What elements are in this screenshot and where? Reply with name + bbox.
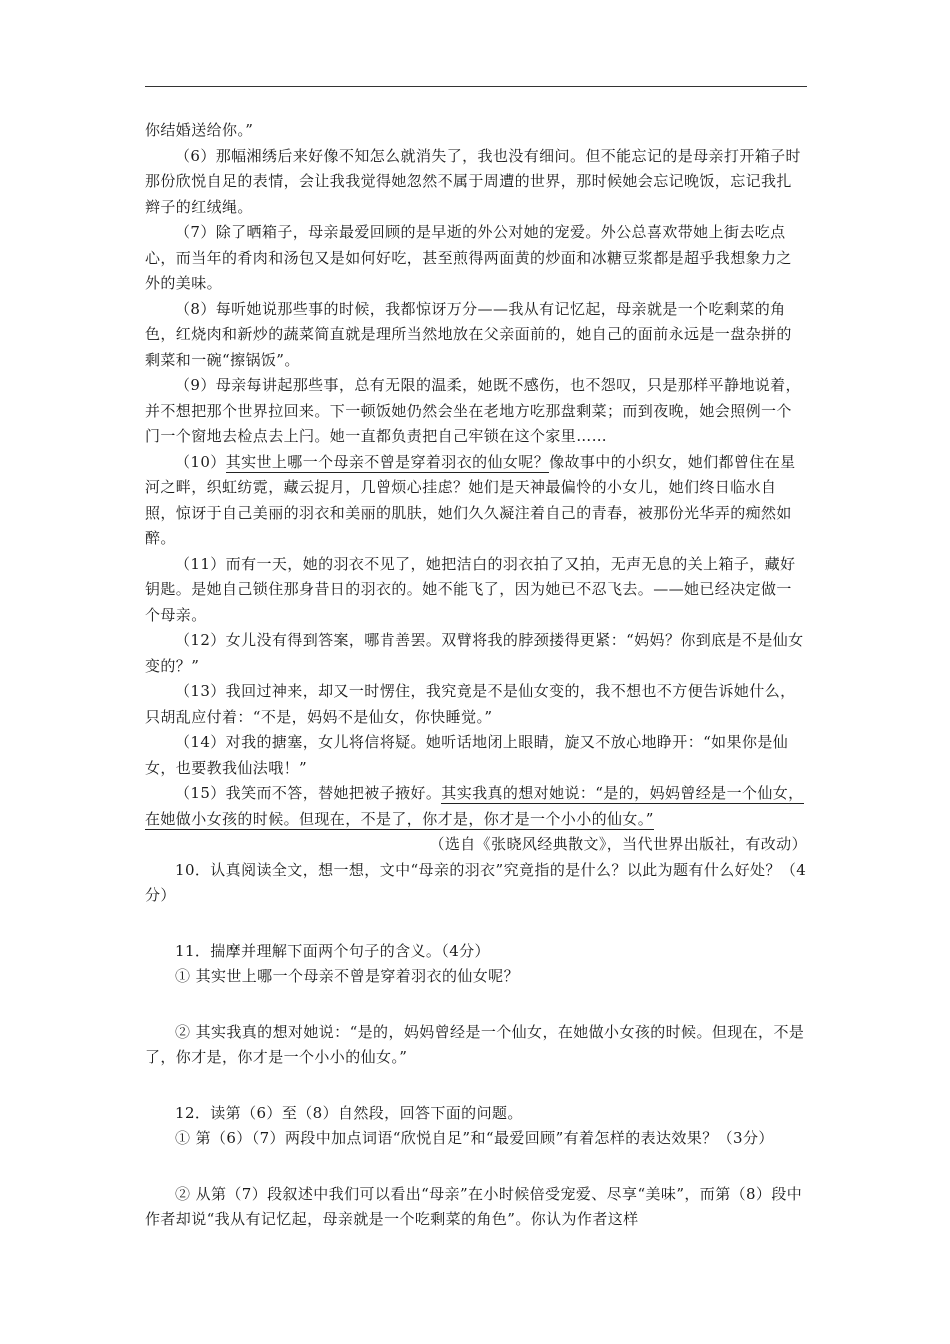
question-12-item-2: ② 从第（7）段叙述中我们可以看出“母亲”在小时候倍受宠爱、尽享“美味”，而第（8）段中作者却说“我从有记忆起，母亲就是一个吃剩菜的角色”。你认为作者这样 [145, 1184, 803, 1228]
question-11-item-1: ① 其实世上哪一个母亲不曾是穿着羽衣的仙女呢？ [175, 967, 519, 985]
paragraph-15 [145, 781, 807, 832]
question-11-item-2: ② 其实我真的想对她说：“是的，妈妈曾经是一个仙女，在她做小女孩的时候。但现在，不是了，你才是，你才是一个小小的仙女。” [145, 1022, 805, 1066]
paragraph-8: （8）每听她说那些事的时候，我都惊讶万分——我从有记忆起，母亲就是一个吃剩菜的角色，红烧肉和新炒的蔬菜简直就是理所当然地放在父亲面前的，她自己的面前永远是一盘杂拼的剩菜和一碗“擦锅饭”。 [145, 299, 792, 369]
paragraph-9: （9）母亲每讲起那些事，总有无限的温柔，她既不感伤，也不怨叹，只是那样平静地说着，并不想把那个世界拉回来。下一顿饭她仍然会坐在老地方吃那盘剩菜；而到夜晚，她会照例一个门一个窗地去检点去上闩。她一直都负责把自己牢锁在这个家里…… [145, 376, 801, 445]
paragraph-10-rest: 像故事中的小织女，她们都曾住在星河之畔，织虹纺霓，藏云捉月，几曾烦心挂虑？她们是天神最偏怜的小女儿，她们终日临水自照，惊讶于自己美丽的羽衣和美丽的肌肤，她们久久凝注着自己的青春，被那份光华弄的痴然如醉。 [145, 452, 796, 547]
question-12-item-1: ① 第（6）（7）两段中加点词语“欣悦自足”和“最爱回顾”有着怎样的表达效果？（3分） [175, 1129, 774, 1147]
underlined-sentence-1: 其实世上哪一个母亲不曾是穿着羽衣的仙女呢？ [225, 452, 550, 471]
question-10: 10．认真阅读全文，想一想，文中“母亲的羽衣”究竟指的是什么？以此为题有什么好处？（4分） [145, 860, 807, 904]
answer-space [145, 990, 807, 1020]
underlined-sentence-2: 其实我真的想对她说：“是的，妈妈曾经是一个仙女，在她做小女孩的时候。但现在，不是了，你才是，你才是一个小小的仙女。” [145, 784, 804, 828]
answer-space [145, 1071, 807, 1101]
paragraph-12: （12）女儿没有得到答案，哪肯善罢。双臂将我的脖颈搂得更紧：“妈妈？你到底是不是仙女变的？” [145, 631, 804, 675]
paragraph-10-number: （10） [175, 452, 226, 471]
paragraph-10 [145, 450, 807, 552]
paragraph-11: （11）而有一天，她的羽衣不见了，她把洁白的羽衣拍了又拍，无声无息的关上箱子，藏好钥匙。是她自己锁住那身昔日的羽衣的。她不能飞了，因为她已不忍飞去。——她已经决定做一个母亲。 [145, 554, 796, 624]
paragraph-7: （7）除了晒箱子，母亲最爱回顾的是早逝的外公对她的宠爱。外公总喜欢带她上街去吃点心，而当年的肴肉和汤包又是如何好吃，甚至煎得两面黄的炒面和冰糖豆浆都是超乎我想象力之外的美味。 [145, 223, 792, 292]
paragraph-13: （13）我回过神来，却又一时愣住，我究竟是不是仙女变的，我不想也不方便告诉她什么，只胡乱应付着：“不是，妈妈不是仙女，你快睡觉。” [145, 682, 796, 726]
question-12-title: 12．读第（6）至（8）自然段，回答下面的问题。 [175, 1103, 523, 1122]
answer-space [145, 909, 807, 939]
opening-line: 你结婚送给你。” [145, 121, 254, 139]
answer-space [145, 1152, 807, 1182]
document-body [145, 118, 807, 1233]
paragraph-6: （6）那幅湘绣后来好像不知怎么就消失了，我也没有细问。但不能忘记的是母亲打开箱子时那份欣悦自足的表情，会让我我觉得她忽然不属于周遭的世界，那时候她会忘记晚饭，忘记我扎辫子的红绒绳。 [145, 146, 801, 216]
paragraph-14: （14）对我的搪塞，女儿将信将疑。她听话地闭上眼睛，旋又不放心地睁开：“如果你是仙女，也要教我仙法哦！” [145, 733, 789, 777]
source-citation: （选自《张晓风经典散文》，当代世界出版社，有改动） [429, 835, 807, 853]
question-11-title: 11．揣摩并理解下面两个句子的含义。（4分） [175, 941, 490, 960]
paragraph-15-plain: （15）我笑而不答，替她把被子掖好。 [175, 784, 442, 802]
header-rule [145, 86, 807, 87]
